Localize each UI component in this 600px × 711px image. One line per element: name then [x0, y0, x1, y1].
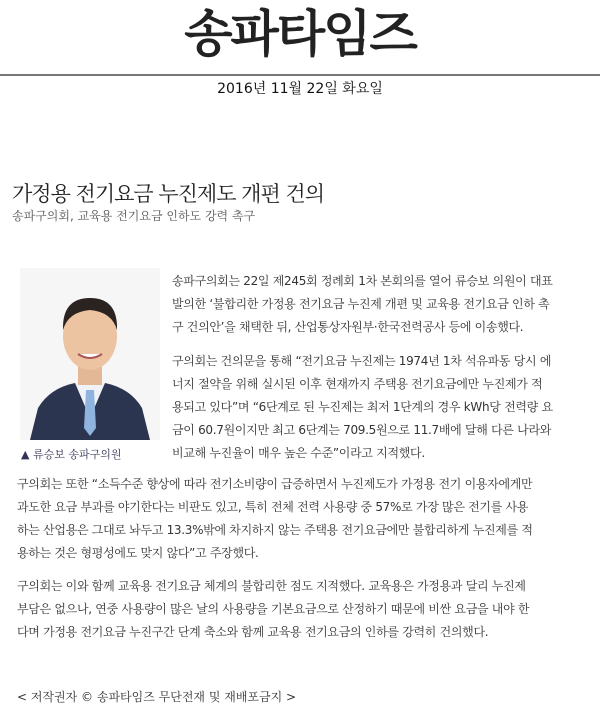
text-line: 구의회는 건의문을 통해 “전기요금 누진제는 1974년 1차 석유파동 당시 에: [172, 354, 552, 368]
text-line: 구의회는 이와 함께 교육용 전기요금 체계의 불합리한 점도 지적했다. 교육용은 가정용과 달리 누진제: [17, 579, 526, 593]
text-line: 발의한 ‘불합리한 가정용 전기요금 누진제 개편 및 교육용 전기요금 인하 촉: [172, 297, 550, 311]
header-divider: [0, 74, 600, 76]
article-title: 가정용 전기요금 누진제도 개편 건의: [12, 182, 324, 206]
article-paragraph: [17, 473, 533, 565]
text-line: 용되고 있다”며 “6단계로 된 누진제는 최저 1단계의 경우 kWh당 전력량 요: [172, 400, 553, 414]
text-line: 하는 산업용은 그대로 놔두고 13.3%밖에 차지하지 않는 주택용 전기요금에만 불합리하게 누진제를 적: [17, 523, 533, 537]
text-line: 금이 60.7원이지만 최고 6단계는 709.5원으로 11.7배에 달해 다른 나라와: [172, 423, 552, 437]
text-line: 과도한 요금 부과를 야기한다는 비판도 있고, 특히 전체 전력 사용량 중 57%로 가장 많은 전기를 사용: [17, 500, 529, 514]
text-line: 구의회는 또한 “소득수준 향상에 따라 전기소비량이 급증하면서 누진제도가 가정용 전기 이용자에게만: [17, 477, 533, 491]
text-line: 비교해 누진율이 매우 높은 수준”이라고 지적했다.: [172, 446, 425, 460]
article-paragraph: [172, 270, 553, 339]
copyright-notice: < 저작권자 © 송파타임즈 무단전재 및 재배포금지 >: [17, 690, 297, 704]
photo-caption: ▲ 류승보 송파구의원: [21, 448, 122, 461]
issue-date: 2016년 11월 22일 화요일: [217, 81, 383, 97]
text-line: 부담은 없으나, 연중 사용량이 많은 날의 사용량을 기본요금으로 산정하기 때문에 비싼 요금을 내야 한: [17, 602, 530, 616]
text-line: 다며 가정용 전기요금 누진구간 단계 축소와 함께 교육용 전기요금의 인하를 강력히 건의했다.: [17, 625, 489, 639]
text-line: 너지 절약을 위해 실시된 이후 현재까지 주택용 전기요금에만 누진제가 적: [172, 377, 543, 391]
text-line: 구 건의안’을 채택한 뒤, 산업통상자원부·한국전력공사 등에 이송했다.: [172, 320, 524, 334]
text-line: 송파구의회는 22일 제245회 정례회 1차 본회의를 열어 류승보 의원이 대표: [172, 274, 553, 288]
councilor-photo: [20, 268, 160, 440]
article-subtitle: 송파구의회, 교육용 전기요금 인하도 강력 촉구: [12, 209, 256, 223]
article-paragraph: [17, 575, 529, 644]
text-line: 용하는 것은 형평성에도 맞지 않다”고 주장했다.: [17, 546, 259, 560]
article-paragraph: [172, 350, 553, 465]
masthead-logo[interactable]: 송파타임즈: [184, 5, 416, 63]
